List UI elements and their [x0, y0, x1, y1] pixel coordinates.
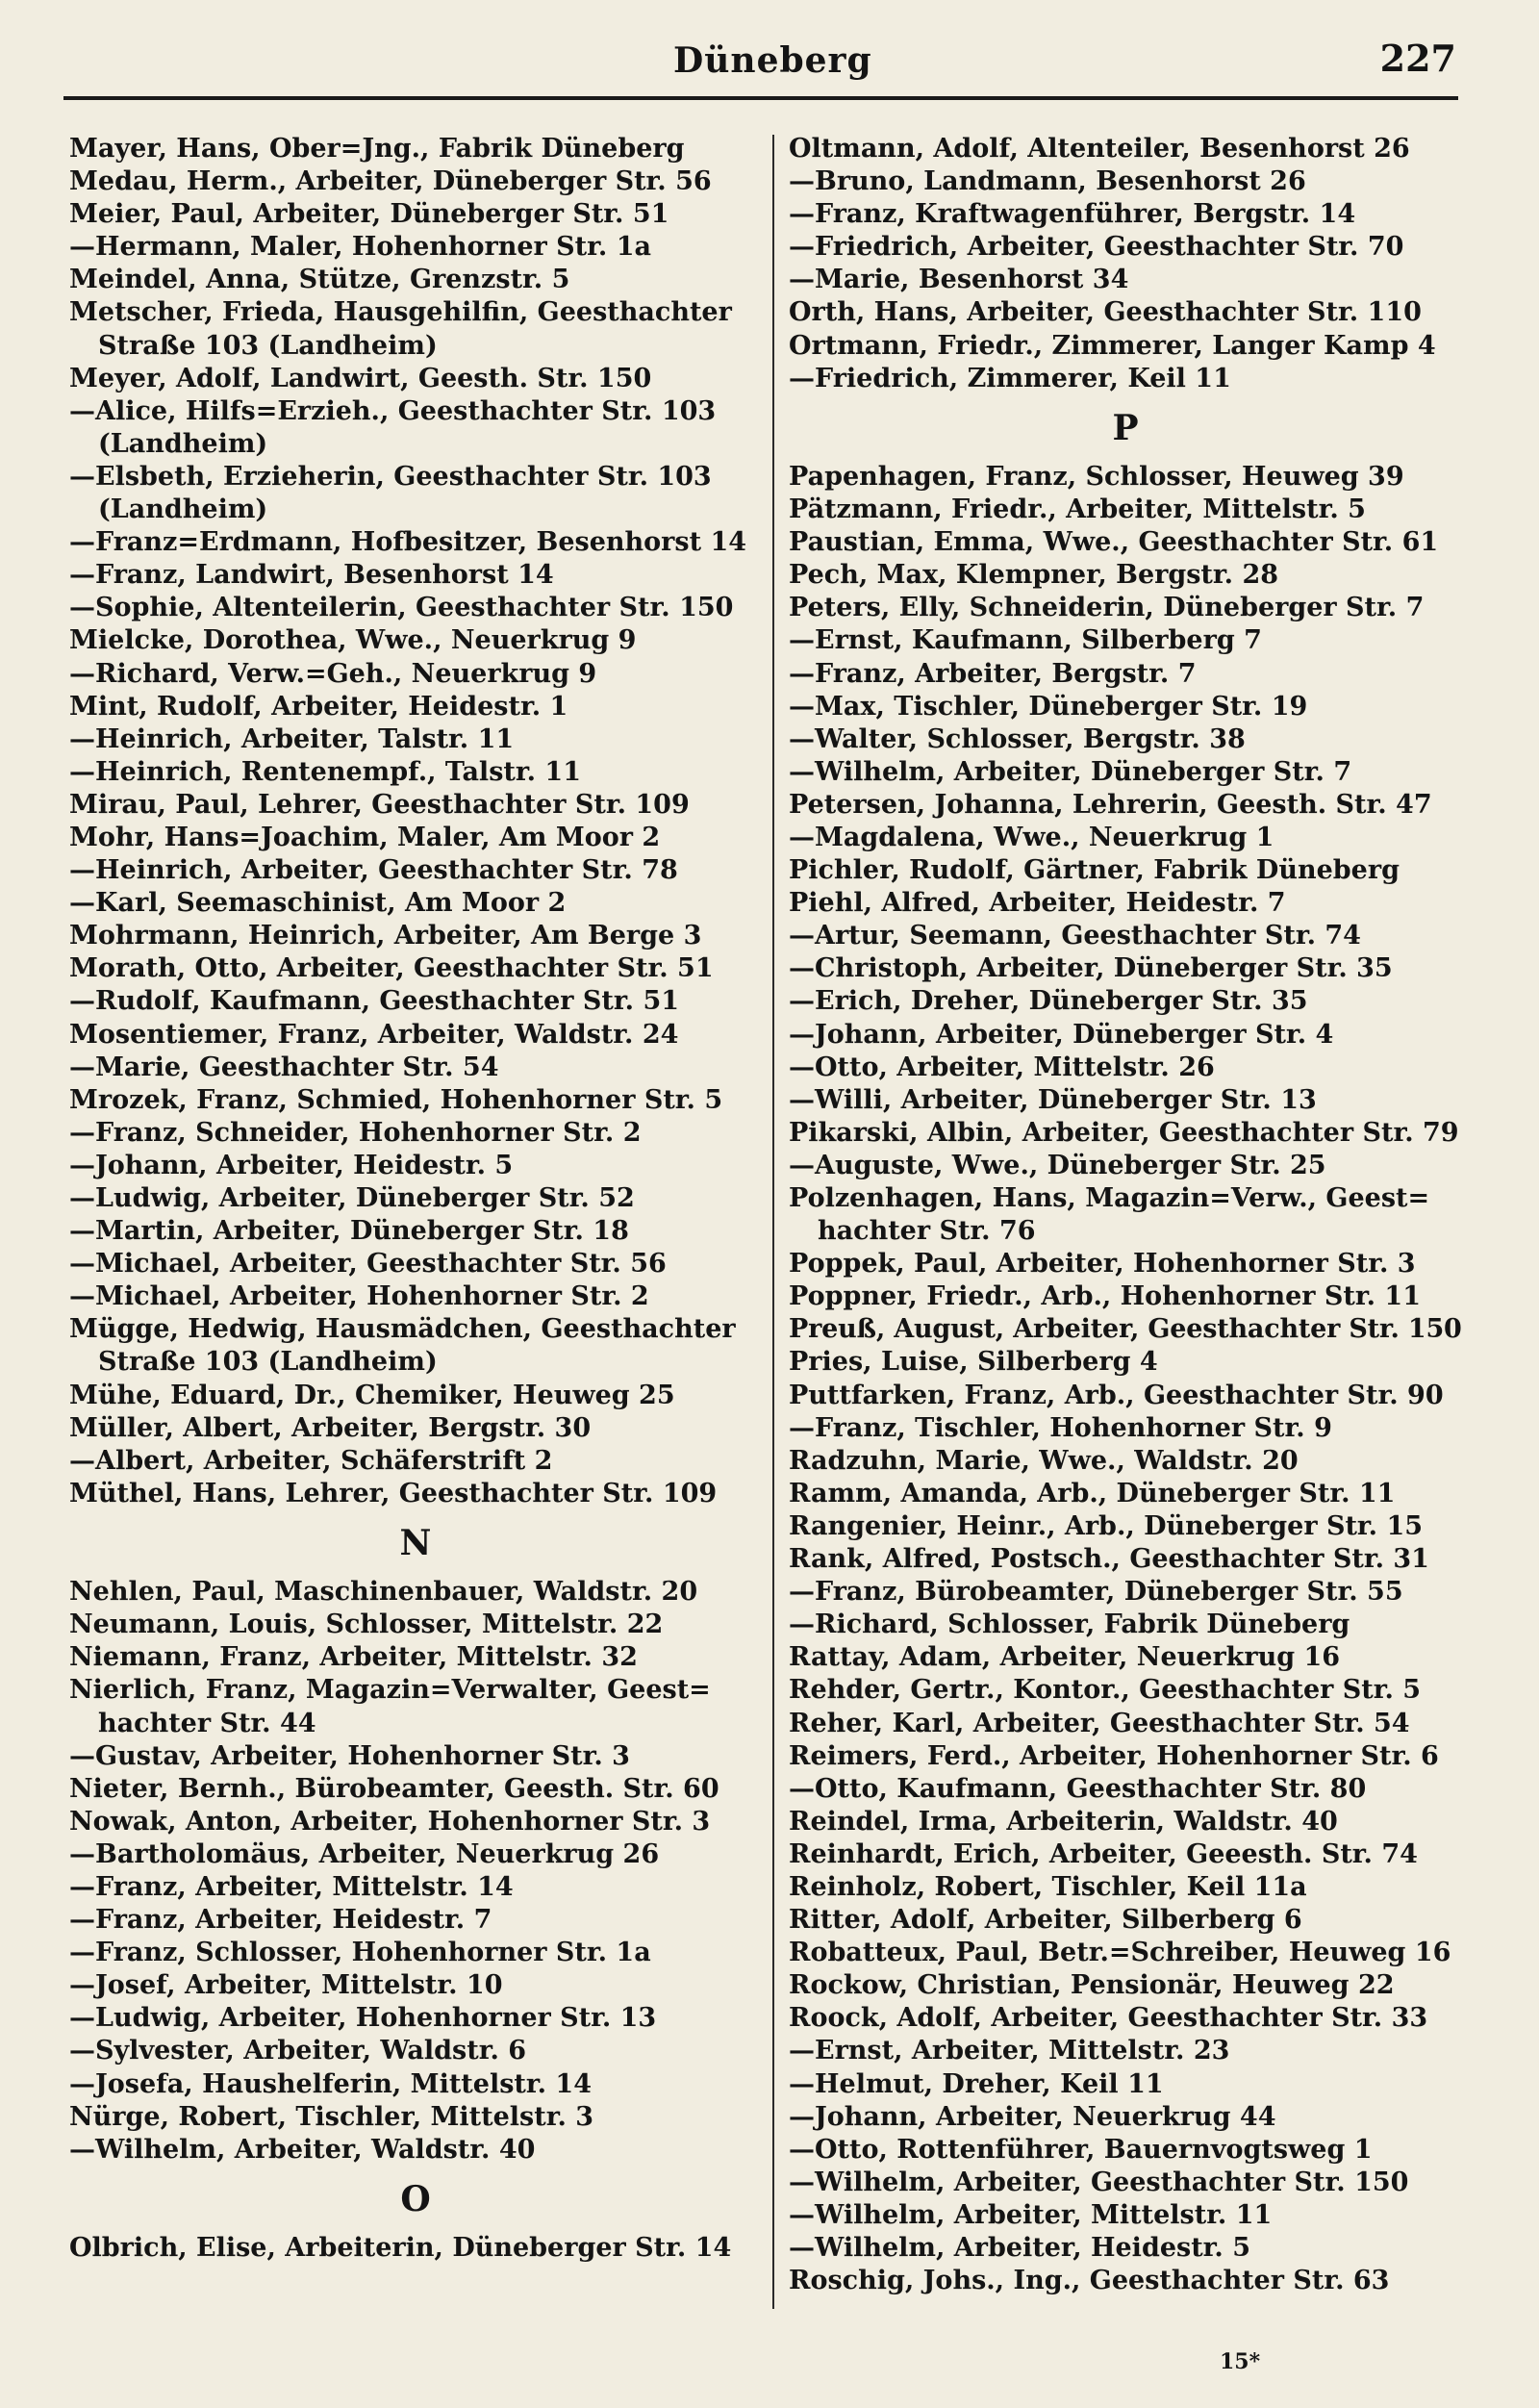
directory-entry: Petersen, Johanna, Lehrerin, Geesth. Str. 47	[789, 789, 1432, 820]
directory-entry: —Otto, Kaufmann, Geesthachter Str. 80	[789, 1773, 1367, 1804]
left-column	[69, 133, 762, 2265]
section-letter: O	[400, 2178, 431, 2219]
directory-entry: —Elsbeth, Erzieherin, Geesthachter Str. 103	[69, 461, 712, 492]
directory-entry: Meyer, Adolf, Landwirt, Geesth. Str. 150	[69, 363, 652, 393]
directory-entry: Pätzmann, Friedr., Arbeiter, Mittelstr. 5	[789, 494, 1366, 525]
column-divider	[772, 135, 774, 2309]
entry-continuation: Straße 103 (Landheim)	[98, 1347, 438, 1378]
directory-entry: —Johann, Arbeiter, Heidestr. 5	[69, 1150, 514, 1180]
directory-entry: Preuß, August, Arbeiter, Geesthachter Str. 150	[789, 1314, 1462, 1345]
directory-entry: Rattay, Adam, Arbeiter, Neuerkrug 16	[789, 1642, 1341, 1673]
section-letter: N	[399, 1522, 432, 1563]
directory-entry: —Marie, Besenhorst 34	[789, 265, 1129, 295]
directory-entry: Meindel, Anna, Stütze, Grenzstr. 5	[69, 265, 570, 295]
header-rule	[63, 96, 1458, 100]
directory-entry: —Franz, Landwirt, Besenhorst 14	[69, 560, 554, 591]
directory-entry: —Franz, Tischler, Hohenhorner Str. 9	[789, 1412, 1332, 1443]
directory-entry: Reimers, Ferd., Arbeiter, Hohenhorner Str. 6	[789, 1740, 1439, 1771]
directory-entry: Mohrmann, Heinrich, Arbeiter, Am Berge 3	[69, 921, 702, 951]
directory-entry: Rockow, Christian, Pensionär, Heuweg 22	[789, 1970, 1395, 2001]
directory-entry: —Rudolf, Kaufmann, Geesthachter Str. 51	[69, 986, 680, 1017]
directory-entry: Nieter, Bernh., Bürobeamter, Geesth. Str. 60	[69, 1773, 719, 1804]
directory-entry: —Max, Tischler, Düneberger Str. 19	[789, 691, 1308, 722]
directory-entry: Meier, Paul, Arbeiter, Düneberger Str. 51	[69, 199, 669, 230]
directory-entry: Piehl, Alfred, Arbeiter, Heidestr. 7	[789, 888, 1286, 919]
directory-entry: —Ernst, Arbeiter, Mittelstr. 23	[789, 2036, 1230, 2066]
directory-entry: Mirau, Paul, Lehrer, Geesthachter Str. 109	[69, 789, 690, 820]
directory-entry: Olbrich, Elise, Arbeiterin, Düneberger Str. 14	[69, 2233, 732, 2263]
directory-entry: —Franz, Arbeiter, Mittelstr. 14	[69, 1871, 514, 1902]
directory-entry: —Johann, Arbeiter, Neuerkrug 44	[789, 2101, 1276, 2132]
directory-entry: —Josefa, Haushelferin, Mittelstr. 14	[69, 2068, 592, 2099]
directory-entry: Mosentiemer, Franz, Arbeiter, Waldstr. 24	[69, 1019, 679, 1050]
directory-entry: Ortmann, Friedr., Zimmerer, Langer Kamp 4	[789, 330, 1436, 361]
directory-entry: Pech, Max, Klempner, Bergstr. 28	[789, 560, 1279, 591]
directory-entry: —Josef, Arbeiter, Mittelstr. 10	[69, 1970, 503, 2001]
directory-entry: Papenhagen, Franz, Schlosser, Heuweg 39	[789, 461, 1404, 492]
directory-entry: —Alice, Hilfs=Erzieh., Geesthachter Str. 103	[69, 395, 717, 426]
directory-entry: Mrozek, Franz, Schmied, Hohenhorner Str. 5	[69, 1084, 723, 1115]
directory-entry: —Sophie, Altenteilerin, Geesthachter Str. 150	[69, 593, 734, 623]
directory-entry: Müthel, Hans, Lehrer, Geesthachter Str. 109	[69, 1478, 718, 1508]
directory-entry: —Auguste, Wwe., Düneberger Str. 25	[789, 1150, 1326, 1180]
directory-entry: —Ludwig, Arbeiter, Hohenhorner Str. 13	[69, 2003, 657, 2034]
directory-entry: —Albert, Arbeiter, Schäferstrift 2	[69, 1445, 553, 1476]
directory-entry: Mühe, Eduard, Dr., Chemiker, Heuweg 25	[69, 1380, 675, 1410]
directory-entry: Peters, Elly, Schneiderin, Düneberger Str. 7	[789, 593, 1425, 623]
directory-entry: Mügge, Hedwig, Hausmädchen, Geesthachter	[69, 1314, 736, 1345]
entry-continuation: Straße 103 (Landheim)	[98, 330, 438, 361]
directory-entry: —Wilhelm, Arbeiter, Heidestr. 5	[789, 2233, 1251, 2263]
directory-entry: —Franz, Kraftwagenführer, Bergstr. 14	[789, 199, 1356, 230]
directory-entry: Rehder, Gertr., Kontor., Geesthachter Str. 5	[789, 1675, 1422, 1706]
directory-entry: —Wilhelm, Arbeiter, Geesthachter Str. 150	[789, 2167, 1409, 2197]
directory-entry: Pikarski, Albin, Arbeiter, Geesthachter Str. 79	[789, 1117, 1459, 1148]
directory-entry: —Franz, Arbeiter, Heidestr. 7	[69, 1905, 492, 1936]
directory-entry: —Otto, Rottenführer, Bauernvogtsweg 1	[789, 2134, 1373, 2165]
directory-entry: —Willi, Arbeiter, Düneberger Str. 13	[789, 1084, 1317, 1115]
directory-entry: —Sylvester, Arbeiter, Waldstr. 6	[69, 2036, 527, 2066]
right-column	[789, 133, 1462, 2297]
directory-entry: Pichler, Rudolf, Gärtner, Fabrik Düneberg	[789, 855, 1400, 886]
directory-entry: —Ernst, Kaufmann, Silberberg 7	[789, 625, 1262, 656]
directory-entry: —Friedrich, Arbeiter, Geesthachter Str. 70	[789, 232, 1404, 263]
entry-continuation: (Landheim)	[98, 428, 268, 459]
entry-continuation: hachter Str. 76	[818, 1216, 1036, 1247]
directory-entry: —Franz=Erdmann, Hofbesitzer, Besenhorst 14	[69, 527, 747, 558]
directory-entry: —Johann, Arbeiter, Düneberger Str. 4	[789, 1019, 1334, 1050]
directory-entry: Roock, Adolf, Arbeiter, Geesthachter Str. 33	[789, 2003, 1428, 2034]
directory-entry: Nierlich, Franz, Magazin=Verwalter, Geest=	[69, 1675, 711, 1706]
entry-continuation: hachter Str. 44	[98, 1708, 316, 1738]
directory-entry: —Gustav, Arbeiter, Hohenhorner Str. 3	[69, 1740, 630, 1771]
directory-entry: Rank, Alfred, Postsch., Geesthachter Str. 31	[789, 1544, 1429, 1575]
directory-entry: Reindel, Irma, Arbeiterin, Waldstr. 40	[789, 1806, 1338, 1837]
directory-entry: Orth, Hans, Arbeiter, Geesthachter Str. 110	[789, 297, 1422, 328]
directory-entry: —Wilhelm, Arbeiter, Mittelstr. 11	[789, 2199, 1273, 2230]
directory-entry: Poppner, Friedr., Arb., Hohenhorner Str. 11	[789, 1281, 1421, 1312]
directory-entry: —Michael, Arbeiter, Geesthachter Str. 56	[69, 1249, 667, 1280]
signature-mark: 15*	[1220, 2349, 1261, 2374]
directory-entry: —Hermann, Maler, Hohenhorner Str. 1a	[69, 232, 651, 263]
directory-entry: —Christoph, Arbeiter, Düneberger Str. 35	[789, 953, 1393, 984]
section-letter: P	[1112, 407, 1139, 448]
directory-entry: —Richard, Schlosser, Fabrik Düneberg	[789, 1610, 1350, 1640]
directory-entry: —Erich, Dreher, Düneberger Str. 35	[789, 986, 1308, 1017]
directory-entry: Nehlen, Paul, Maschinenbauer, Waldstr. 20	[69, 1577, 698, 1608]
directory-entry: —Heinrich, Arbeiter, Talstr. 11	[69, 723, 515, 754]
directory-entry: Ritter, Adolf, Arbeiter, Silberberg 6	[789, 1905, 1302, 1936]
directory-entry: Niemann, Franz, Arbeiter, Mittelstr. 32	[69, 1642, 638, 1673]
directory-entry: Ramm, Amanda, Arb., Düneberger Str. 11	[789, 1478, 1396, 1508]
directory-entry: Morath, Otto, Arbeiter, Geesthachter Str. 51	[69, 953, 714, 984]
directory-entry: —Otto, Arbeiter, Mittelstr. 26	[789, 1052, 1215, 1082]
directory-entry: Radzuhn, Marie, Wwe., Waldstr. 20	[789, 1445, 1299, 1476]
directory-entry: Reinhardt, Erich, Arbeiter, Geeesth. Str. 74	[789, 1838, 1418, 1869]
directory-entry: —Richard, Verw.=Geh., Neuerkrug 9	[69, 658, 597, 689]
directory-entry: Neumann, Louis, Schlosser, Mittelstr. 22	[69, 1610, 664, 1640]
directory-entry: Reher, Karl, Arbeiter, Geesthachter Str. 54	[789, 1708, 1410, 1738]
directory-entry: Metscher, Frieda, Hausgehilfin, Geesthachter	[69, 297, 732, 328]
directory-entry: —Marie, Geesthachter Str. 54	[69, 1052, 499, 1082]
directory-entry: Robatteux, Paul, Betr.=Schreiber, Heuweg 16	[789, 1938, 1451, 1968]
directory-entry: Reinholz, Robert, Tischler, Keil 11a	[789, 1871, 1307, 1902]
directory-entry: Poppek, Paul, Arbeiter, Hohenhorner Str. 3	[789, 1249, 1416, 1280]
directory-entry: —Artur, Seemann, Geesthachter Str. 74	[789, 921, 1361, 951]
directory-entry: Polzenhagen, Hans, Magazin=Verw., Geest=	[789, 1183, 1430, 1213]
directory-entry: —Karl, Seemaschinist, Am Moor 2	[69, 888, 567, 919]
directory-entry: —Wilhelm, Arbeiter, Düneberger Str. 7	[789, 756, 1352, 787]
directory-entry: Mint, Rudolf, Arbeiter, Heidestr. 1	[69, 691, 568, 722]
directory-entry: Rangenier, Heinr., Arb., Düneberger Str. 15	[789, 1510, 1424, 1541]
directory-entry: Nürge, Robert, Tischler, Mittelstr. 3	[69, 2101, 594, 2132]
directory-entry: —Heinrich, Rentenempf., Talstr. 11	[69, 756, 581, 787]
directory-entry: Medau, Herm., Arbeiter, Düneberger Str. 56	[69, 166, 712, 197]
directory-entry: Nowak, Anton, Arbeiter, Hohenhorner Str. 3	[69, 1806, 711, 1837]
directory-entry: —Wilhelm, Arbeiter, Waldstr. 40	[69, 2134, 536, 2165]
directory-entry: —Friedrich, Zimmerer, Keil 11	[789, 363, 1231, 393]
directory-entry: Pries, Luise, Silberberg 4	[789, 1347, 1158, 1378]
directory-entry: —Bruno, Landmann, Besenhorst 26	[789, 166, 1306, 197]
directory-entry: —Helmut, Dreher, Keil 11	[789, 2068, 1164, 2099]
directory-entry: —Bartholomäus, Arbeiter, Neuerkrug 26	[69, 1838, 660, 1869]
directory-entry: —Michael, Arbeiter, Hohenhorner Str. 2	[69, 1281, 649, 1312]
directory-entry: —Walter, Schlosser, Bergstr. 38	[789, 723, 1246, 754]
directory-entry: Puttfarken, Franz, Arb., Geesthachter Str. 90	[789, 1380, 1444, 1410]
directory-entry: Oltmann, Adolf, Altenteiler, Besenhorst 26	[789, 134, 1410, 164]
directory-entry: —Franz, Schlosser, Hohenhorner Str. 1a	[69, 1938, 651, 1968]
directory-entry: Mielcke, Dorothea, Wwe., Neuerkrug 9	[69, 625, 637, 656]
directory-entry: —Ludwig, Arbeiter, Düneberger Str. 52	[69, 1183, 635, 1213]
directory-entry: Paustian, Emma, Wwe., Geesthachter Str. 61	[789, 527, 1439, 558]
page-title: Düneberg	[673, 40, 872, 81]
directory-entry: Roschig, Johs., Ing., Geesthachter Str. 63	[789, 2266, 1390, 2296]
directory-entry: —Franz, Schneider, Hohenhorner Str. 2	[69, 1117, 642, 1148]
directory-entry: Mohr, Hans=Joachim, Maler, Am Moor 2	[69, 822, 661, 852]
entry-continuation: (Landheim)	[98, 494, 268, 525]
directory-entry: Mayer, Hans, Ober=Jng., Fabrik Düneberg	[69, 134, 685, 164]
directory-entry: —Martin, Arbeiter, Düneberger Str. 18	[69, 1216, 629, 1247]
directory-entry: —Heinrich, Arbeiter, Geesthachter Str. 78	[69, 855, 678, 886]
directory-entry: —Franz, Arbeiter, Bergstr. 7	[789, 658, 1197, 689]
directory-entry: Müller, Albert, Arbeiter, Bergstr. 30	[69, 1412, 592, 1443]
directory-entry: —Franz, Bürobeamter, Düneberger Str. 55	[789, 1577, 1403, 1608]
directory-entry: —Magdalena, Wwe., Neuerkrug 1	[789, 822, 1274, 852]
page-number: 227	[1379, 37, 1456, 80]
